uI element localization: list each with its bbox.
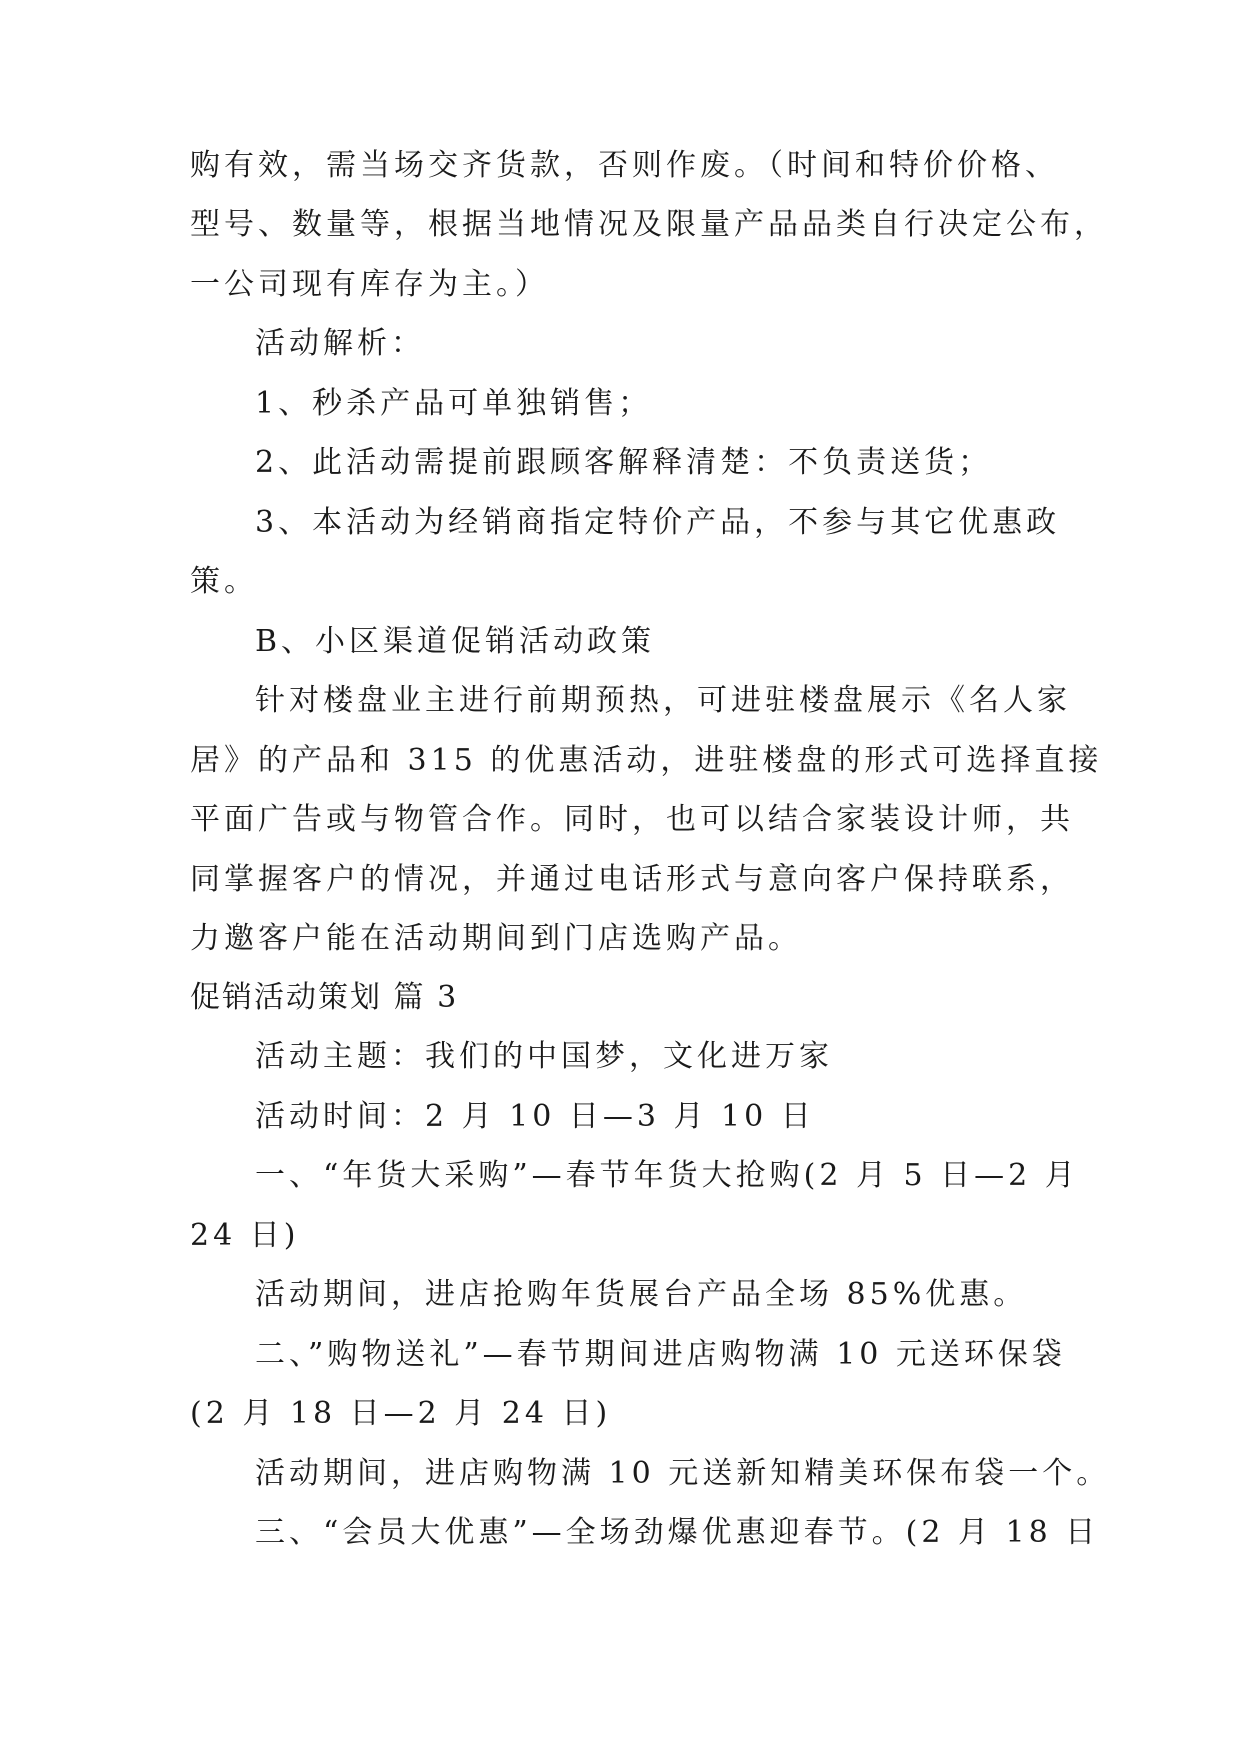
section-heading: 三、“会员大优惠”—全场劲爆优惠迎春节。(2 月 18 日: [255, 1515, 1100, 1550]
paragraph-line: 购有效，需当场交齐货款，否则作废。（时间和特价价格、: [190, 148, 1059, 183]
page-title: 促销活动策划 篇 3: [190, 980, 459, 1015]
paragraph-line: 活动期间，进店购物满 10 元送新知精美环保布袋一个。: [255, 1456, 1111, 1491]
paragraph-line: 居》的产品和 315 的优惠活动，进驻楼盘的形式可选择直接: [190, 743, 1103, 778]
list-item: 3、本活动为经销商指定特价产品，不参与其它优惠政: [255, 505, 1061, 540]
paragraph-line: 24 日): [190, 1218, 300, 1253]
paragraph-line: 型号、数量等，根据当地情况及限量产品品类自行决定公布，: [190, 207, 1108, 242]
paragraph-line: 同掌握客户的情况，并通过电话形式与意向客户保持联系，: [190, 862, 1074, 897]
section-heading: 一、“年货大采购”—春节年货大抢购(2 月 5 日—2 月: [255, 1158, 1079, 1193]
paragraph-line: 活动解析：: [255, 326, 425, 361]
paragraph-line: (2 月 18 日—2 月 24 日): [190, 1396, 612, 1431]
list-item: 1、秒杀产品可单独销售；: [255, 386, 653, 421]
paragraph-line: 力邀客户能在活动期间到门店选购产品。: [190, 921, 802, 956]
paragraph-line: 活动主题：我们的中国梦，文化进万家: [255, 1039, 833, 1074]
paragraph-line: 一公司现有库存为主。）: [190, 267, 549, 302]
paragraph-line: 针对楼盘业主进行前期预热，可进驻楼盘展示《名人家: [255, 683, 1071, 718]
list-item: 2、此活动需提前跟顾客解释清楚：不负责送货；: [255, 445, 993, 480]
paragraph-line: 活动时间：2 月 10 日—3 月 10 日: [255, 1099, 815, 1134]
paragraph-line: 平面广告或与物管合作。同时，也可以结合家装设计师，共: [190, 802, 1074, 837]
paragraph-line: 活动期间，进店抢购年货展台产品全场 85%优惠。: [255, 1277, 1028, 1312]
section-heading: 二、”购物送礼”—春节期间进店购物满 10 元送环保袋: [255, 1337, 1066, 1372]
section-heading: B、小区渠道促销活动政策: [255, 624, 656, 659]
paragraph-line: 策。: [190, 564, 258, 599]
